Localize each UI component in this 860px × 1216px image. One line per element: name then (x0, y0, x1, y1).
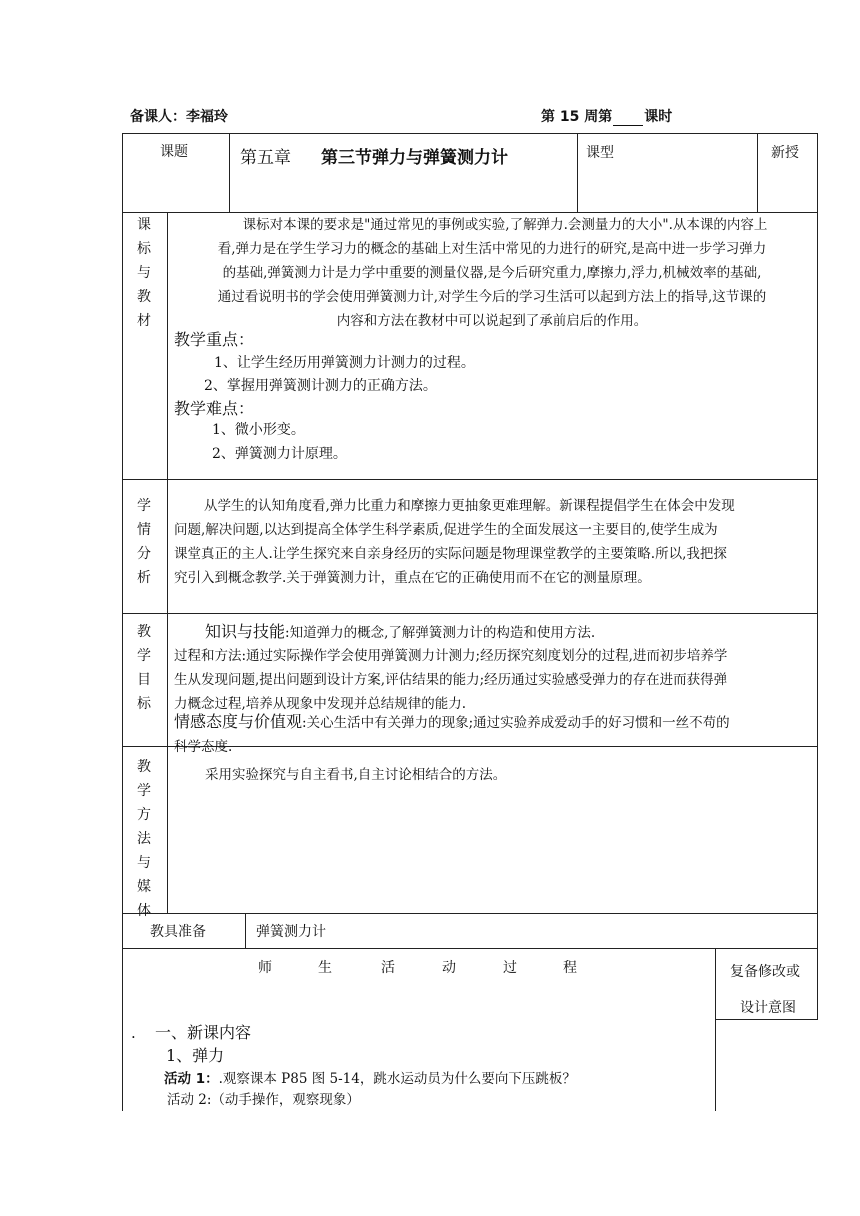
activity-1 (164, 1069, 576, 1089)
knowledge-text: :知道弹力的概念,了解弹簧测力计的构造和使用方法. (285, 625, 596, 641)
process-title-char: 活 (381, 960, 395, 976)
process-objective (174, 644, 814, 716)
process-title-char: 师 (258, 960, 272, 976)
intro-line: 课标对本课的要求是"通过常见的事例或实验,了解弹力.会测量力的大小".从本课的内容上 (242, 217, 768, 233)
label-char: 体 (137, 903, 151, 919)
week-period (541, 106, 672, 126)
preparer-label: 备课人：李福玲 (130, 109, 228, 125)
lesson-type-value: 新授 (771, 145, 799, 161)
difficulty-title: 教学难点： (174, 399, 255, 418)
intro-line: 通过看说明书的学会使用弹簧测力计,对学生今后的学习生活可以起到方法上的指导,这节课的 (217, 289, 767, 305)
design-intent-title: 设计意图 (740, 1000, 796, 1016)
difficulty-2: 2、弹簧测力计原理。 (212, 446, 347, 462)
activity-2: 活动 2:（动手操作，观察现象） (167, 1092, 360, 1108)
label-char: 方 (137, 807, 151, 823)
analysis-label (129, 494, 159, 590)
analysis-line: 究引入到概念教学.关于弹簧测力计，重点在它的正确使用而不在它的测量原理。 (174, 570, 651, 586)
process-line: 力概念过程,培养从现象中发现并总结规律的能力. (174, 696, 467, 712)
label-char: 学 (137, 783, 151, 799)
label-char: 媒 (137, 879, 151, 895)
label-char: 标 (137, 241, 151, 257)
analysis-line: 从学生的认知角度看,弹力比重力和摩擦力更抽象更难理解。新课程提倡学生在体会中发现 (204, 498, 735, 514)
lesson-type-label: 课型 (586, 145, 614, 161)
elastic-force-heading: 1、弹力 (166, 1046, 225, 1065)
method-text: 采用实验探究与自主看书,自主讨论相结合的方法。 (205, 767, 507, 783)
process-title-char: 过 (503, 960, 517, 976)
label-char: 学 (137, 498, 151, 514)
equipment-value: 弹簧测力计 (256, 924, 326, 940)
activity-1-text: .观察课本 P85 图 5-14，跳水运动员为什么要向下压跳板？ (218, 1071, 576, 1087)
process-line: 生从发现问题,提出问题到设计方案,评估结果的能力;经历通过实验感受弹力的存在进而获得弹 (174, 672, 728, 688)
intro-line: 内容和方法在教材中可以说起到了承前启后的作用。 (336, 313, 648, 329)
emotion-title: 情感态度与价值观 (174, 712, 303, 731)
label-char: 析 (137, 570, 151, 586)
label-char: 标 (137, 696, 151, 712)
label-char: 学 (137, 648, 151, 664)
new-content-heading: 一、新课内容 (155, 1023, 252, 1042)
key-point-2: 2、掌握用弹簧测计测力的正确方法。 (204, 378, 437, 394)
analysis-line: 问题,解决问题,以达到提高全体学生科学素质,促进学生的全面发展这一主要目的,使学生成为 (174, 522, 718, 538)
knowledge-title: 知识与技能 (205, 622, 286, 641)
label-char: 目 (137, 672, 151, 688)
analysis-line: 课堂真正的主人.让学生探究来自亲身经历的实际问题是物理课堂教学的主要策略.所以,我把探 (174, 546, 727, 562)
label-char: 分 (137, 546, 151, 562)
intro-line: 看,弹力是在学生学习力的概念的基础上对生活中常见的力进行的研究,是高中进一步学习弹力 (217, 241, 767, 257)
key-point-1: 1、让学生经历用弹簧测力计测力的过程。 (214, 355, 475, 371)
curriculum-intro (172, 213, 812, 333)
process-line: 过程和方法:通过实际操作学会使用弹簧测力计测力;经历探究刻度划分的过程,进而初步培养学 (174, 648, 728, 664)
emotion-text: :关心生活中有关弹力的现象;通过实验养成爱动手的好习惯和一丝不苟的 (302, 715, 730, 731)
label-char: 情 (137, 522, 151, 538)
label-char: 法 (137, 831, 151, 847)
process-title-char: 程 (563, 960, 577, 976)
intro-line: 的基础,弹簧测力计是力学中重要的测量仪器,是今后研究重力,摩擦力,浮力,机械效率的基础, (222, 265, 762, 281)
analysis-text (174, 494, 814, 590)
label-char: 教 (137, 624, 151, 640)
label-char: 与 (137, 265, 151, 281)
label-char: 与 (137, 855, 151, 871)
curriculum-label (129, 213, 159, 333)
label-char: 教 (137, 759, 151, 775)
process-title-char: 生 (318, 960, 332, 976)
emotion-objective (174, 710, 814, 759)
knowledge-objective (205, 620, 815, 645)
label-char: 材 (137, 313, 151, 329)
week-suffix: 课时 (644, 109, 673, 125)
week-prefix: 第 15 周第 (541, 109, 613, 125)
list-dot: . (131, 1024, 136, 1042)
label-char: 课 (137, 217, 151, 233)
topic-label: 课题 (160, 144, 188, 160)
revision-title: 复备修改或 (730, 964, 800, 980)
key-points-title: 教学重点： (174, 330, 255, 349)
emotion-line: 科学态度. (174, 739, 233, 755)
equipment-label: 教具准备 (150, 924, 206, 940)
chapter-label: 第五章 (240, 148, 291, 168)
activity-1-label: 活动 1： (164, 1071, 219, 1087)
process-title-char: 动 (442, 960, 456, 976)
method-label (129, 755, 159, 923)
lesson-title: 第三节弹力与弹簧测力计 (321, 148, 508, 168)
blank-line (613, 111, 643, 126)
difficulty-1: 1、微小形变。 (212, 422, 305, 438)
label-char: 教 (137, 289, 151, 305)
objectives-label (129, 620, 159, 716)
